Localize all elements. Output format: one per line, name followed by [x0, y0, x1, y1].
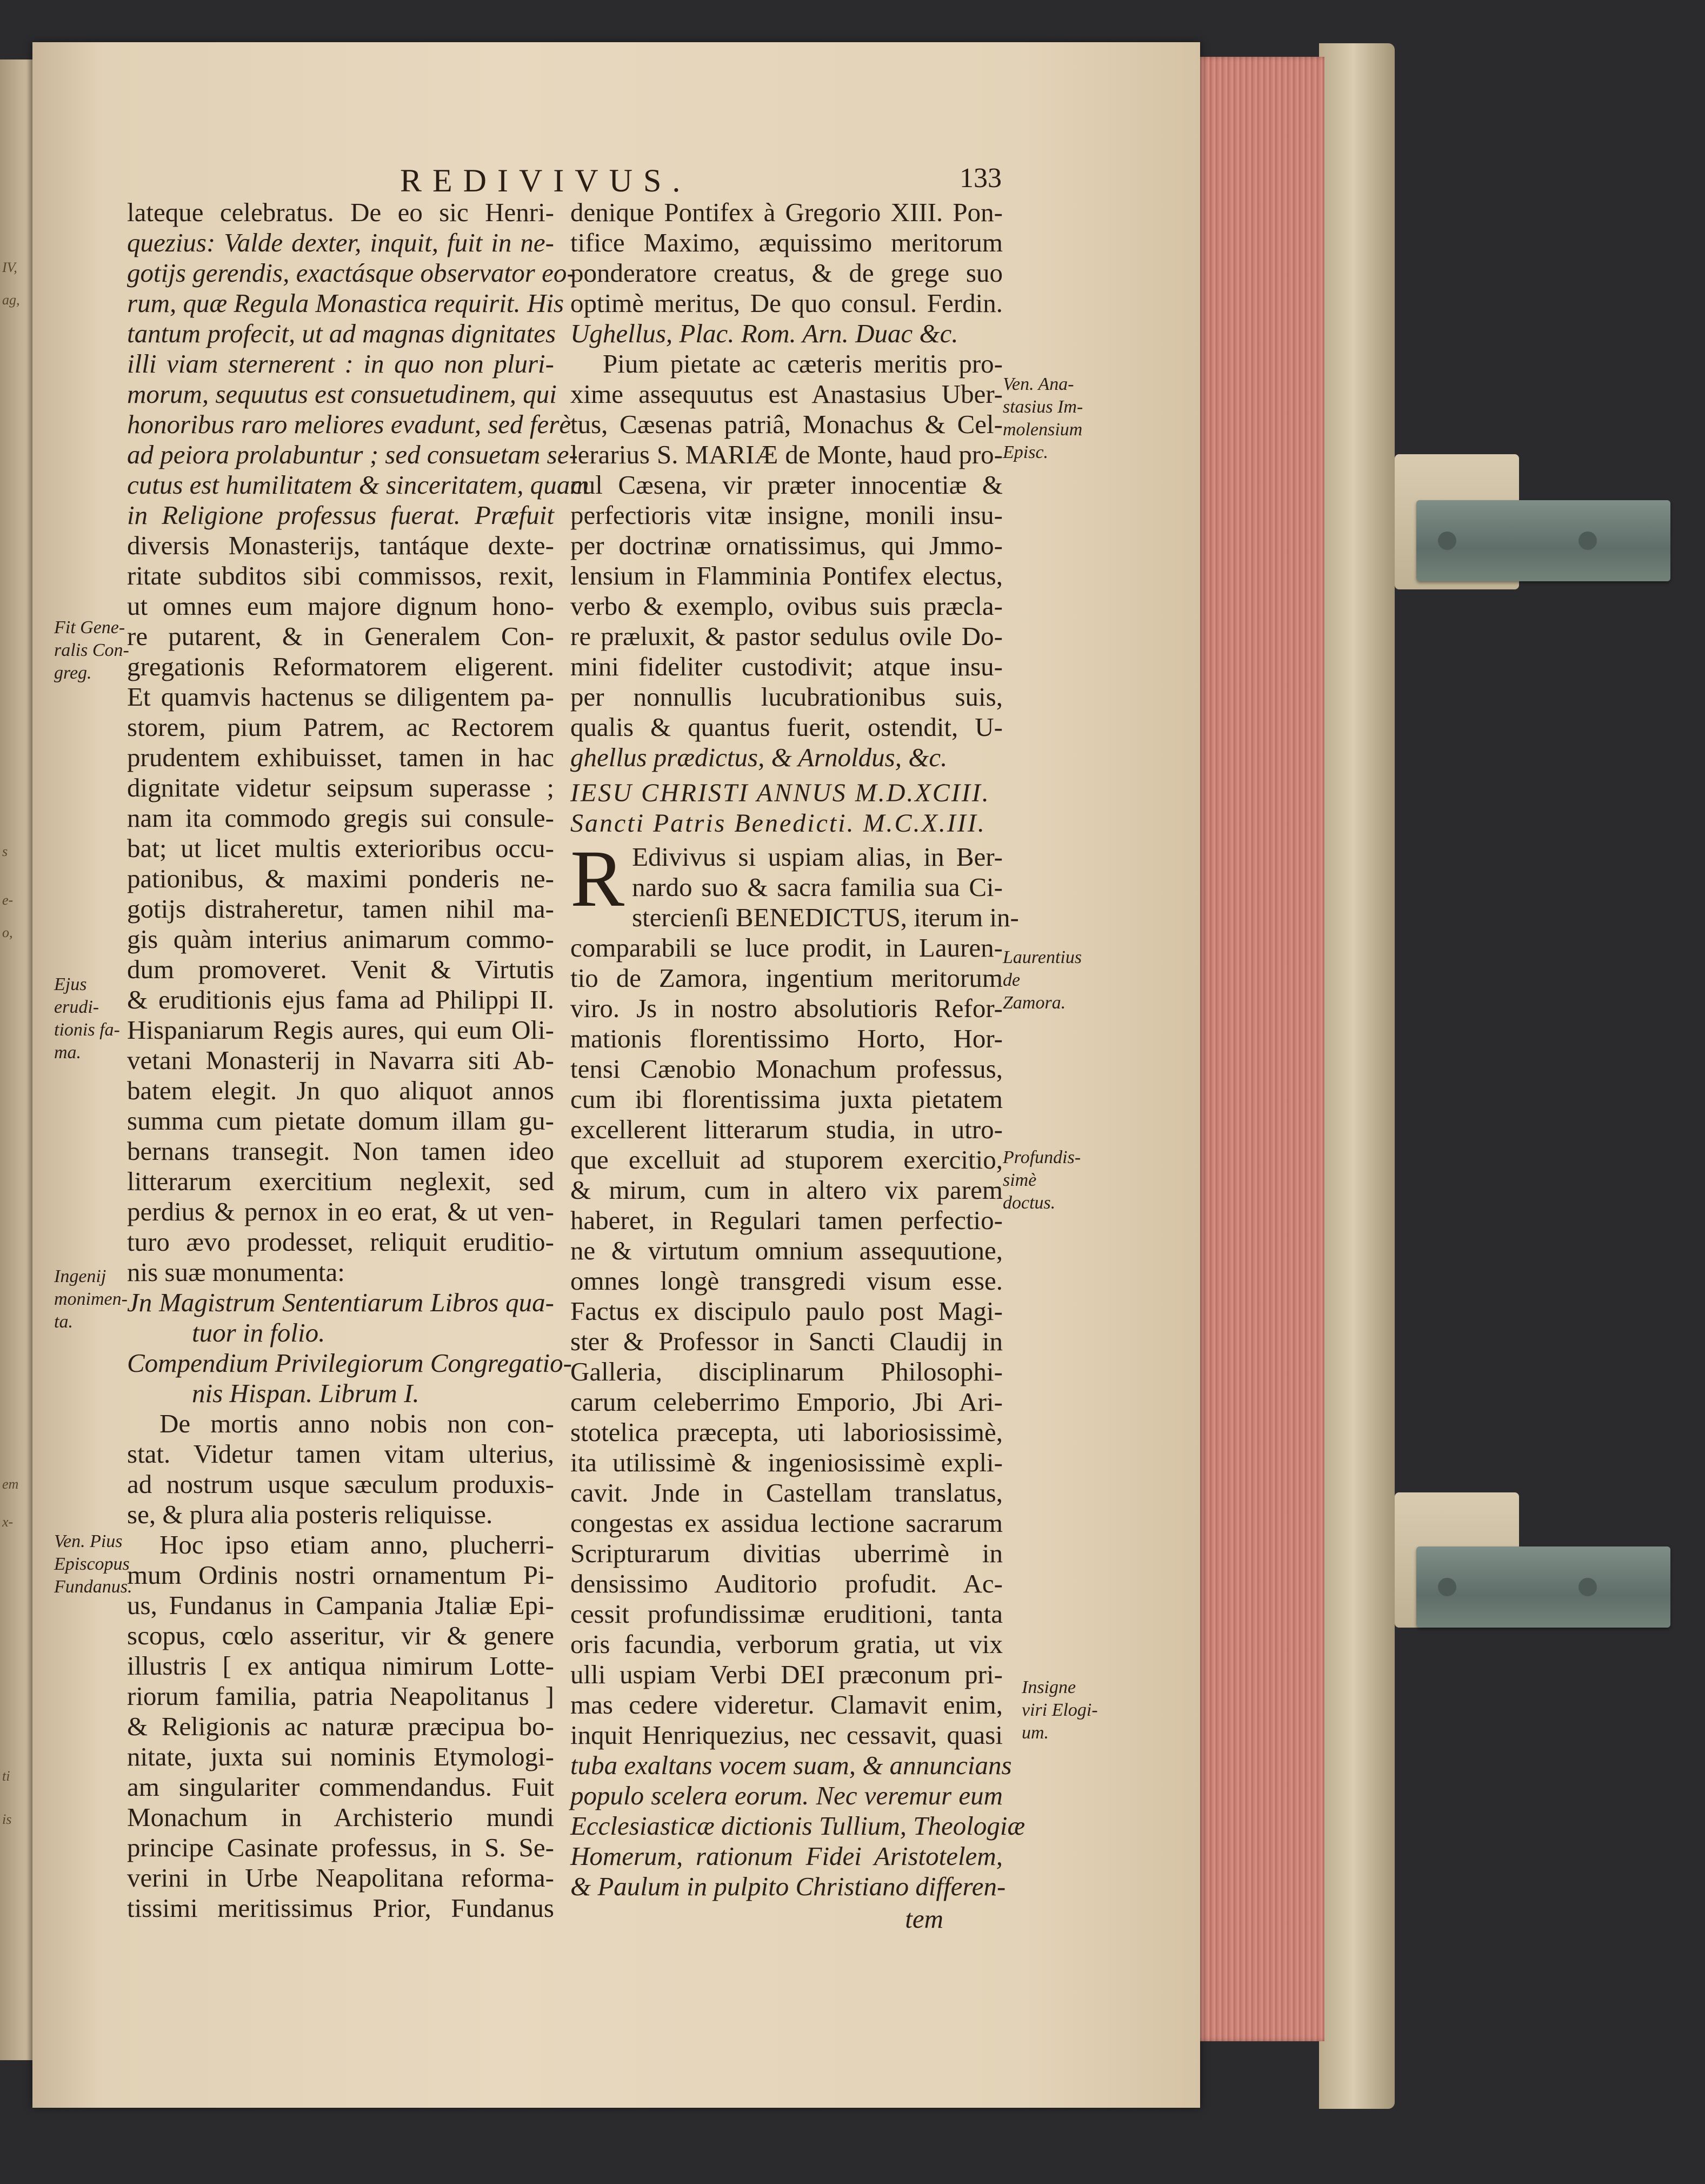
text-line: ad nostrum usque sæculum produxis-: [127, 1469, 554, 1499]
text-line: turo ævo prodesset, reliquit eruditio-: [127, 1227, 554, 1257]
text-line: haberet, in Regulari tamen perfectio-: [570, 1205, 1003, 1235]
text-line: & mirum, cum in altero vix parem: [570, 1175, 1003, 1205]
left-edge-fragment: ag,: [2, 292, 20, 308]
margin-note: Ven. Ana- stasius Im- molensium Episc.: [1003, 374, 1083, 462]
text-line: perfectioris vitæ insigne, monili insu-: [570, 500, 1003, 530]
column-right: [570, 197, 1025, 1934]
text-line: nam ita commodo gregis sui consule-: [127, 803, 554, 833]
text-line: dum promoveret. Venit & Virtutis: [127, 954, 554, 984]
clasp-metal-top-icon: [1416, 500, 1670, 581]
text-line: Ughellus, Plac. Rom. Arn. Duac &c.: [570, 318, 958, 348]
catchword: tem: [905, 1904, 943, 1934]
text-line: bat; ut licet multis exterioribus occu-: [127, 833, 554, 863]
left-edge-fragment: x-: [2, 1514, 14, 1530]
text-line: cutus est humilitatem & sinceritatem, quam: [127, 470, 589, 500]
text-line: illustris [ ex antiqua nimirum Lotte-: [127, 1651, 554, 1681]
text-line: in Religione professus fuerat. Præfuit: [127, 500, 554, 530]
text-line: ne & virtutum omnium assequutione,: [570, 1236, 1003, 1265]
margin-note: Profundis- simè doctus.: [1003, 1147, 1081, 1213]
left-edge-fragment: em: [2, 1476, 19, 1492]
text-line: gotijs gerendis, exactásque observator eo-: [127, 258, 576, 288]
text-line: prudentem exhibuisset, tamen in hac: [127, 742, 554, 772]
text-line: tissimi meritissimus Prior, Fundanus: [127, 1893, 554, 1923]
page-number: 133: [960, 163, 1002, 194]
text-line: & eruditionis ejus fama ad Philippi II.: [127, 985, 554, 1014]
text-line: inquit Henriquezius, nec cessavit, quasi: [570, 1720, 1003, 1750]
text-line: diversis Monasterijs, tantáque dexte-: [127, 530, 554, 560]
text-line: tuba exaltans vocem suam, & annuncians: [570, 1750, 1012, 1780]
text-line: nitate, juxta sui nominis Etymologi-: [127, 1742, 554, 1771]
left-edge-fragment: e-: [2, 892, 14, 908]
text-line: batem elegit. Jn quo aliquot annos: [127, 1076, 554, 1105]
text-line: vetani Monasterij in Navarra siti Ab-: [127, 1045, 554, 1075]
text-line: Scripturarum divitias uberrimè in: [570, 1538, 1003, 1568]
text-line: re putarent, & in Generalem Con-: [127, 621, 554, 651]
text-line: excellerent litterarum studia, in utro-: [570, 1114, 1003, 1144]
text-line: ster & Professor in Sancti Claudij in: [570, 1326, 1003, 1356]
text-line: stercienſi BENEDICTUS, iterum in-: [632, 902, 1019, 932]
margin-note: Fit Gene- ralis Con- greg.: [54, 618, 129, 683]
text-line: storem, pium Patrem, ac Rectorem: [127, 712, 554, 742]
text-line: comparabili se luce prodit, in Lauren-: [570, 933, 1003, 962]
left-edge-fragment: ti: [2, 1768, 10, 1784]
text-line: xime assequutus est Anastasius Uber-: [570, 379, 1003, 409]
text-line: ad peiora prolabuntur ; sed consuetam se-: [127, 440, 578, 469]
margin-note: Insigne viri Elogi- um.: [1022, 1677, 1098, 1743]
text-line: Compendium Privilegiorum Congregatio-: [127, 1348, 572, 1378]
text-line: bernans transegit. Non tamen ideo: [127, 1136, 554, 1166]
text-line: quezius: Valde dexter, inquit, fuit in ne-: [127, 228, 554, 257]
text-line: qualis & quantus fuerit, ostendit, U-: [570, 712, 1003, 742]
text-line: viro. Js in nostro absolutioris Refor-: [570, 993, 1003, 1023]
page-edges-red: [1195, 57, 1324, 2041]
text-line: congestas ex assidua lectione sacrarum: [570, 1508, 1003, 1538]
text-line: stat. Videtur tamen vitam ulterius,: [127, 1439, 554, 1469]
text-line: gregationis Reformatorem eligerent.: [127, 652, 554, 681]
text-line: que excelluit ad stuporem exercitio,: [570, 1145, 1003, 1174]
text-line: per nonnullis lucubrationibus suis,: [570, 682, 1003, 712]
section-heading-line-2: Sancti Patris Benedicti. M.C.X.III.: [570, 809, 986, 838]
text-line: cum ibi florentissima juxta pietatem: [570, 1084, 1003, 1114]
left-edge-fragment: o,: [2, 925, 13, 940]
text-line: tus, Cæsenas patriâ, Monachus & Cel-: [570, 409, 1003, 439]
text-line: per doctrinæ ornatissimus, qui Jmmo-: [570, 530, 1003, 560]
text-line: nardo suo & sacra familia sua Ci-: [632, 872, 1003, 902]
text-line: mas cedere videretur. Clamavit enim,: [570, 1690, 1003, 1720]
text-line: gotijs distraheretur, tamen nihil ma-: [127, 894, 554, 924]
text-line: ghellus prædictus, & Arnoldus, &c.: [570, 742, 948, 772]
text-line: morum, sequutus est consuetudinem, qui: [127, 379, 557, 409]
text-line: scopus, cœlo asseritur, vir & genere: [127, 1621, 554, 1650]
text-line: illi viam sternerent : in quo non pluri-: [127, 349, 554, 379]
text-line: us, Fundanus in Campania Jtaliæ Epi-: [127, 1590, 554, 1620]
text-line: ut omnes eum majore dignum hono-: [127, 591, 554, 621]
margin-note: Ingenij monimen- ta.: [54, 1266, 128, 1332]
section-heading-line-1: IESU CHRISTI ANNUS M.D.XCIII.: [570, 779, 990, 807]
left-edge-fragment: s: [2, 844, 8, 859]
text-line: principe Casinate professus, in S. Se-: [127, 1833, 554, 1862]
text-line: Factus ex discipulo paulo post Magi-: [570, 1296, 1003, 1326]
text-line: se, & plura alia posteris reliquisse.: [127, 1499, 493, 1529]
text-line: cavit. Jnde in Castellam translatus,: [570, 1478, 1003, 1508]
text-line: densissimo Auditorio profudit. Ac-: [570, 1569, 1003, 1598]
margin-note: Ejus erudi- tionis fa- ma.: [54, 974, 120, 1063]
text-line: Monachum in Archisterio mundi: [127, 1802, 554, 1832]
text-line: cessit profundissimæ eruditioni, tanta: [570, 1599, 1003, 1629]
text-line: De mortis anno nobis non con-: [159, 1409, 554, 1438]
drop-cap: R: [570, 834, 625, 924]
text-line: denique Pontifex à Gregorio XIII. Pon-: [570, 197, 1003, 227]
text-line: am singulariter commendandus. Fuit: [127, 1772, 554, 1802]
text-line: cul Cæsena, vir præter innocentiæ &: [570, 470, 1003, 500]
text-line: litterarum exercitium neglexit, sed: [127, 1166, 554, 1196]
text-line: lerarius S. MARIÆ de Monte, haud pro-: [570, 440, 1003, 469]
text-line: tensi Cænobio Monachum professus,: [570, 1054, 1003, 1084]
text-line: tifice Maximo, æquissimo meritorum: [570, 228, 1003, 257]
text-line: mini fideliter custodivit; atque insu-: [570, 652, 1003, 681]
text-line: Et quamvis hactenus se diligentem pa-: [127, 682, 554, 712]
text-line: re præluxit, & pastor sedulus ovile Do-: [570, 621, 1003, 651]
text-line: mum Ordinis nostri ornamentum Pi-: [127, 1560, 554, 1590]
text-line: populo scelera eorum. Nec veremur eum: [570, 1781, 1003, 1810]
text-line: tuor in folio.: [192, 1318, 325, 1347]
text-line: nis Hispan. Librum I.: [192, 1378, 419, 1408]
text-line: ponderatore creatus, & de grege suo: [570, 258, 1003, 288]
text-line: ita utilissimè & ingeniosissimè expli-: [570, 1448, 1003, 1477]
text-line: ritate subditos sibi commissos, rexit,: [127, 561, 554, 590]
text-line: Pium pietate ac cæteris meritis pro-: [603, 349, 1003, 379]
running-title: REDIVIVUS.: [400, 163, 691, 198]
text-line: stotelica præcepta, uti laboriosissimè,: [570, 1417, 1003, 1447]
column-left: [127, 197, 589, 1923]
text-line: dignitate videtur seipsum superasse ;: [127, 773, 554, 802]
text-line: perdius & pernox in eo erat, & ut ven-: [127, 1197, 554, 1226]
clasp-metal-bottom-icon: [1416, 1546, 1670, 1628]
text-line: & Religionis ac naturæ præcipua bo-: [127, 1711, 554, 1741]
text-line: lateque celebratus. De eo sic Henri-: [127, 197, 554, 227]
text-line: carum celeberrimo Emporio, Jbi Ari-: [570, 1387, 1003, 1417]
left-edge-fragment: is: [2, 1811, 12, 1827]
text-line: tantum profecit, ut ad magnas dignitates: [127, 318, 556, 348]
text-line: pationibus, & maximi ponderis ne-: [127, 864, 554, 893]
left-edge-fragment: IV,: [2, 260, 17, 275]
text-line: summa cum pietate domum illam gu-: [127, 1106, 554, 1136]
text-line: ulli uspiam Verbi DEI præconum pri-: [570, 1659, 1003, 1689]
text-line: Ecclesiasticæ dictionis Tullium, Theologiæ: [570, 1811, 1025, 1841]
margin-note: Ven. Pius Episcopus Fundanus.: [54, 1531, 132, 1597]
text-line: Edivivus si uspiam alias, in Ber-: [632, 842, 1003, 872]
margin-note: Laurentius de Zamora.: [1003, 947, 1082, 1013]
text-line: gis quàm interius animarum commo-: [127, 924, 554, 954]
text-line: oris facundia, verborum gratia, ut vix: [570, 1629, 1003, 1659]
book-cover: [1319, 43, 1395, 2109]
text-line: verbo & exemplo, ovibus suis præcla-: [570, 591, 1003, 621]
text-line: Jn Magistrum Sententiarum Libros qua-: [127, 1287, 554, 1317]
text-line: Hoc ipso etiam anno, plucherri-: [159, 1530, 554, 1559]
text-line: omnes longè transgredi visum esse.: [570, 1266, 1003, 1296]
text-line: lensium in Flamminia Pontifex electus,: [570, 561, 1003, 590]
text-line: riorum familia, patria Neapolitanus ]: [127, 1681, 554, 1711]
text-line: rum, quæ Regula Monastica requirit. His: [127, 288, 564, 318]
text-line: Hispaniarum Regis aures, qui eum Oli-: [127, 1015, 554, 1045]
text-line: mationis florentissimo Horto, Hor-: [570, 1024, 1003, 1053]
text-line: & Paulum in pulpito Christiano differen-: [570, 1871, 1006, 1901]
text-line: Galleria, disciplinarum Philosophi-: [570, 1357, 1003, 1386]
text-line: honoribus raro meliores evadunt, sed ferè: [127, 409, 571, 439]
text-line: verini in Urbe Neapolitana reforma-: [127, 1863, 554, 1893]
text-line: nis suæ monumenta:: [127, 1257, 345, 1287]
text-line: tio de Zamora, ingentium meritorum: [570, 963, 1003, 993]
text-line: Homerum, rationum Fidei Aristotelem,: [570, 1841, 1003, 1871]
text-line: optimè meritus, De quo consul. Ferdin.: [570, 288, 1003, 318]
